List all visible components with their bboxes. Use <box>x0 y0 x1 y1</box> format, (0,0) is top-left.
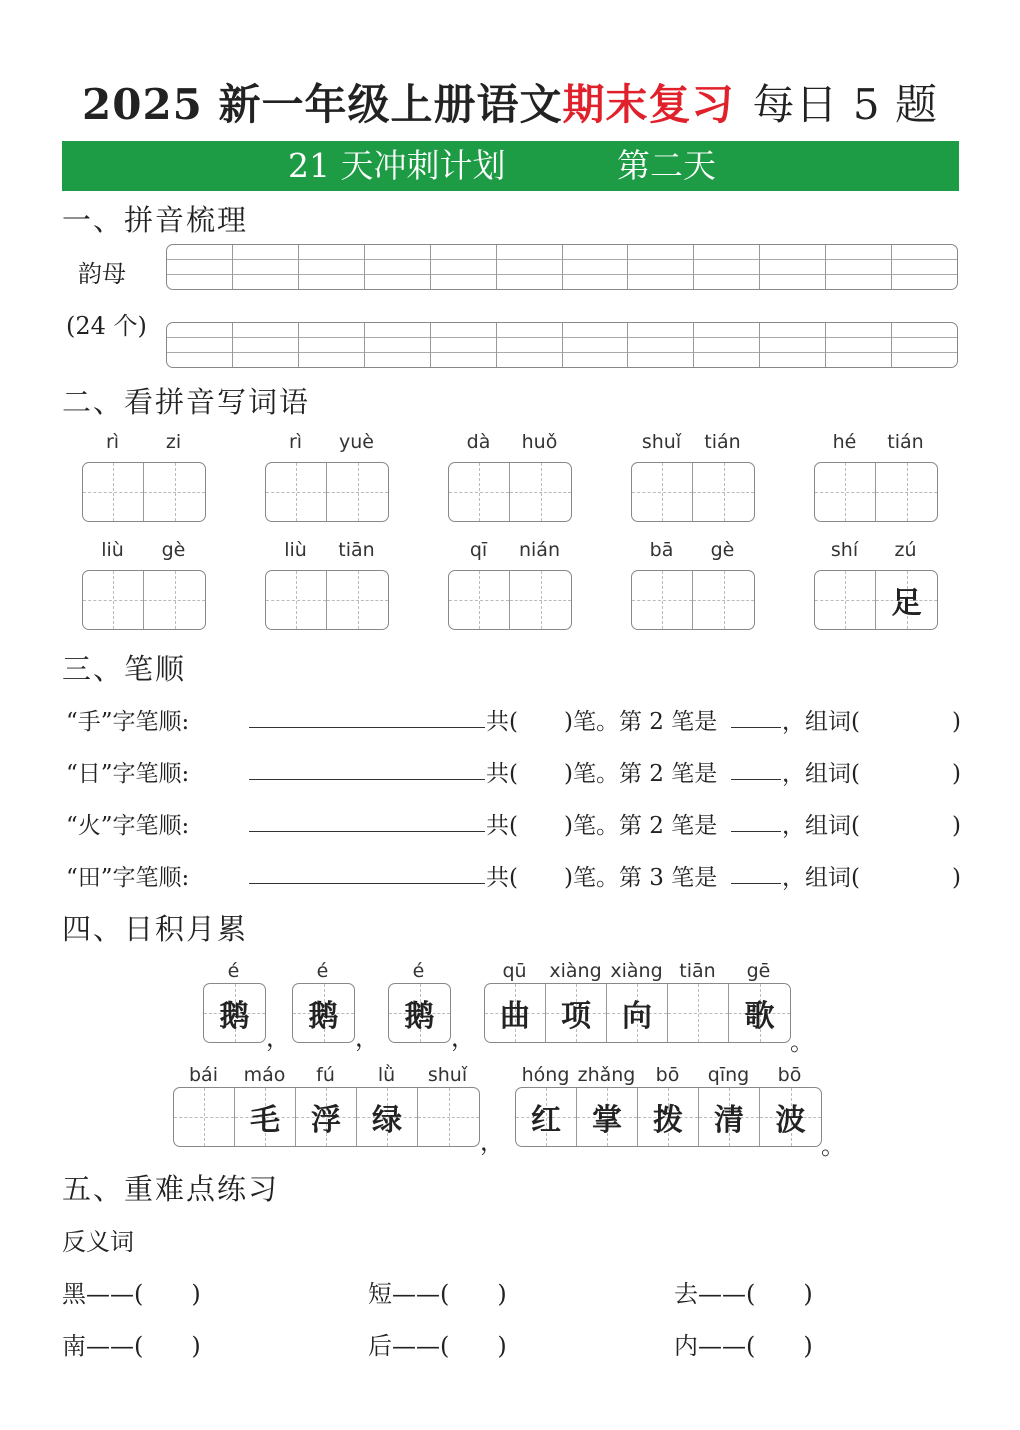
poem-line1-g1-pinyin <box>203 960 264 982</box>
stroke-answer-line[interactable] <box>249 883 485 884</box>
writing-cell[interactable] <box>389 984 450 1042</box>
stroke-answer-line[interactable] <box>249 779 485 780</box>
cell-character <box>174 1088 234 1146</box>
cell-character: 毛 <box>250 1103 280 1138</box>
writing-cell[interactable] <box>235 1088 296 1146</box>
word-6-pinyin <box>82 539 204 561</box>
title-part3: 每日 5 题 <box>752 80 938 129</box>
stroke-answer-line[interactable] <box>249 831 485 832</box>
cell-character: 拨 <box>653 1103 683 1138</box>
pinyin-syllable: rì <box>288 431 303 453</box>
poem-line2-g1-grid <box>173 1087 480 1147</box>
plan-banner <box>62 141 959 191</box>
pinyin-syllable: hóng <box>521 1064 570 1086</box>
poem-line1-g2-pinyin <box>292 960 353 982</box>
pinyin-syllable: qī <box>469 539 488 561</box>
pinyin-syllable: xiàng <box>549 960 602 982</box>
pinyin-syllable: zhǎng <box>577 1064 636 1086</box>
writing-cell[interactable] <box>510 571 571 629</box>
poem-line1-g4-pinyin <box>484 960 789 982</box>
writing-cell[interactable] <box>760 1088 821 1146</box>
cell-character <box>693 571 754 629</box>
writing-cell[interactable] <box>668 984 729 1042</box>
cell-character <box>632 463 692 521</box>
cell-character: 足 <box>891 586 922 621</box>
cell-character: 绿 <box>372 1103 402 1138</box>
writing-cell[interactable] <box>815 571 876 629</box>
writing-cell[interactable] <box>699 1088 760 1146</box>
antonym-item: 黑——( ) <box>62 1280 201 1308</box>
writing-cell[interactable] <box>632 571 693 629</box>
cell-character <box>83 571 143 629</box>
cell-character: 歌 <box>744 999 775 1034</box>
antonym-item: 后——( ) <box>368 1332 507 1360</box>
poem-comma: ， <box>355 1024 379 1052</box>
writing-cell[interactable] <box>357 1088 418 1146</box>
finals-count-label: (24 个) <box>66 312 147 340</box>
word-group-text: ，组词( ) <box>782 709 961 735</box>
cell-character <box>327 571 388 629</box>
pinyin-syllable: máo <box>243 1064 286 1086</box>
cell-character <box>449 463 509 521</box>
pinyin-syllable: liù <box>284 539 307 561</box>
word-7-pinyin <box>265 539 387 561</box>
cell-character: 掌 <box>592 1103 622 1138</box>
pinyin-syllable: tiān <box>338 539 375 561</box>
cell-character <box>876 463 937 521</box>
poem-comma: ， <box>266 1024 290 1052</box>
pinyin-syllable: nián <box>518 539 560 561</box>
pinyin-syllable: bō <box>777 1064 802 1086</box>
word-9-grid <box>631 570 755 630</box>
word-10-grid <box>814 570 938 630</box>
section4-heading: 四、日积月累 <box>62 912 249 946</box>
pinyin-syllable: tiān <box>679 960 716 982</box>
writing-cell[interactable] <box>485 984 546 1042</box>
pinyin-syllable: é <box>316 960 329 982</box>
writing-cell[interactable] <box>83 463 144 521</box>
pinyin-syllable: shuǐ <box>427 1064 468 1086</box>
writing-cell[interactable] <box>144 463 205 521</box>
poem-period: 。 <box>790 1028 814 1056</box>
poem-line1-g3-pinyin <box>388 960 449 982</box>
writing-cell[interactable] <box>449 463 510 521</box>
writing-cell[interactable] <box>266 571 327 629</box>
word-group-text: ，组词( ) <box>782 761 961 787</box>
word-1-grid <box>82 462 206 522</box>
section2-heading: 二、看拼音写词语 <box>62 385 311 419</box>
pinyin-syllable: liù <box>101 539 124 561</box>
writing-cell[interactable] <box>327 571 388 629</box>
banner-day: 第二天 <box>617 146 716 185</box>
word-1-pinyin <box>82 431 204 453</box>
writing-cell[interactable] <box>815 463 876 521</box>
word-3-grid <box>448 462 572 522</box>
writing-cell[interactable] <box>876 571 937 629</box>
cell-character <box>632 571 692 629</box>
cell-character <box>449 571 509 629</box>
page-title <box>0 72 1020 132</box>
pinyin-writing-bar-1[interactable] <box>166 244 958 290</box>
antonym-item: 南——( ) <box>62 1332 201 1360</box>
writing-cell[interactable] <box>449 571 510 629</box>
stroke-count-text: 共( )笔。第 3 笔是 <box>486 865 718 891</box>
pinyin-syllable: bái <box>189 1064 218 1086</box>
stroke-answer-line[interactable] <box>249 727 485 728</box>
word-group-text: ，组词( ) <box>782 813 961 839</box>
writing-cell[interactable] <box>638 1088 699 1146</box>
stroke-count-text: 共( )笔。第 2 笔是 <box>486 709 718 735</box>
stroke-n-answer-line[interactable] <box>731 883 781 884</box>
writing-cell[interactable] <box>266 463 327 521</box>
writing-cell[interactable] <box>418 1088 479 1146</box>
cell-character: 浮 <box>311 1103 341 1138</box>
stroke-n-answer-line[interactable] <box>731 727 781 728</box>
pinyin-syllable: gè <box>161 539 186 561</box>
pinyin-writing-bar-2[interactable] <box>166 322 958 368</box>
cell-character <box>693 463 754 521</box>
pinyin-syllable: yuè <box>339 431 374 453</box>
word-5-grid <box>814 462 938 522</box>
cell-character <box>510 571 571 629</box>
cell-character <box>327 463 388 521</box>
poem-line2-g2-pinyin <box>515 1064 820 1086</box>
stroke-n-answer-line[interactable] <box>731 831 781 832</box>
pinyin-syllable: qū <box>502 960 527 982</box>
pinyin-syllable: rì <box>105 431 120 453</box>
pinyin-syllable: hé <box>832 431 857 453</box>
word-4-grid <box>631 462 755 522</box>
section3-heading: 三、笔顺 <box>62 652 187 686</box>
section5-heading: 五、重难点练习 <box>62 1172 280 1206</box>
antonym-item: 内——( ) <box>674 1332 813 1360</box>
word-group-text: ，组词( ) <box>782 865 961 891</box>
pinyin-syllable: tián <box>887 431 924 453</box>
cell-character <box>144 571 205 629</box>
word-3-pinyin <box>448 431 570 453</box>
word-8-grid <box>448 570 572 630</box>
writing-cell[interactable] <box>607 984 668 1042</box>
antonym-item: 短——( ) <box>368 1280 507 1308</box>
writing-cell[interactable] <box>510 463 571 521</box>
stroke-row-label: “火”字笔顺: <box>66 813 190 839</box>
pinyin-syllable: shí <box>830 539 859 561</box>
stroke-row-label: “田”字笔顺: <box>66 865 190 891</box>
pinyin-syllable: lǜ <box>377 1064 396 1086</box>
writing-cell[interactable] <box>546 984 607 1042</box>
poem-line1-g2-grid <box>292 983 355 1043</box>
writing-cell[interactable] <box>632 463 693 521</box>
word-7-grid <box>265 570 389 630</box>
pinyin-syllable: qīng <box>707 1064 750 1086</box>
cell-character <box>144 463 205 521</box>
poem-comma: ， <box>480 1128 504 1156</box>
writing-cell[interactable] <box>144 571 205 629</box>
cell-character <box>266 571 326 629</box>
cell-character <box>510 463 571 521</box>
poem-line1-g1-grid <box>203 983 266 1043</box>
section1-heading: 一、拼音梳理 <box>62 203 249 237</box>
writing-cell[interactable] <box>83 571 144 629</box>
cell-character <box>668 984 728 1042</box>
writing-cell[interactable] <box>296 1088 357 1146</box>
pinyin-syllable: é <box>412 960 425 982</box>
cell-character: 向 <box>622 999 652 1034</box>
writing-cell[interactable] <box>174 1088 235 1146</box>
writing-cell[interactable] <box>327 463 388 521</box>
poem-period: 。 <box>821 1132 845 1160</box>
cell-character: 清 <box>714 1103 744 1138</box>
word-10-pinyin <box>814 539 936 561</box>
cell-character: 项 <box>561 999 591 1034</box>
antonym-item: 去——( ) <box>674 1280 813 1308</box>
stroke-row-label: “手”字笔顺: <box>66 709 190 735</box>
cell-character <box>266 463 326 521</box>
pinyin-syllable: bō <box>655 1064 680 1086</box>
finals-label: 韵母 <box>78 260 126 288</box>
pinyin-syllable: xiàng <box>610 960 663 982</box>
poem-comma: ， <box>451 1024 475 1052</box>
cell-character: 红 <box>531 1103 561 1138</box>
stroke-n-answer-line[interactable] <box>731 779 781 780</box>
stroke-count-text: 共( )笔。第 2 笔是 <box>486 813 718 839</box>
cell-character <box>815 571 875 629</box>
word-4-pinyin <box>631 431 753 453</box>
antonym-label: 反义词 <box>62 1228 134 1256</box>
word-5-pinyin <box>814 431 936 453</box>
pinyin-syllable: zú <box>894 539 917 561</box>
pinyin-syllable: bā <box>649 539 674 561</box>
poem-line2-g2-grid <box>515 1087 822 1147</box>
pinyin-syllable: dà <box>466 431 491 453</box>
poem-line1-g3-grid <box>388 983 451 1043</box>
cell-character: 鹅 <box>404 999 435 1034</box>
writing-cell[interactable] <box>293 984 354 1042</box>
word-8-pinyin <box>448 539 570 561</box>
stroke-row-label: “日”字笔顺: <box>66 761 190 787</box>
word-2-grid <box>265 462 389 522</box>
pinyin-syllable: zi <box>165 431 182 453</box>
writing-cell[interactable] <box>876 463 937 521</box>
cell-character: 曲 <box>500 999 530 1034</box>
cell-character <box>815 463 875 521</box>
title-highlight: 期末复习 <box>562 80 735 129</box>
word-6-grid <box>82 570 206 630</box>
pinyin-syllable: gè <box>710 539 735 561</box>
writing-cell[interactable] <box>516 1088 577 1146</box>
pinyin-syllable: fú <box>316 1064 335 1086</box>
pinyin-syllable: huǒ <box>521 431 558 453</box>
pinyin-syllable: shuǐ <box>641 431 682 453</box>
stroke-count-text: 共( )笔。第 2 笔是 <box>486 761 718 787</box>
word-2-pinyin <box>265 431 387 453</box>
word-9-pinyin <box>631 539 753 561</box>
cell-character: 波 <box>775 1103 806 1138</box>
title-part1: 2025 新一年级上册语文 <box>82 80 563 129</box>
writing-cell[interactable] <box>729 984 790 1042</box>
pinyin-syllable: gē <box>746 960 771 982</box>
banner-plan: 21 天冲刺计划 <box>288 146 506 185</box>
writing-cell[interactable] <box>693 463 754 521</box>
cell-character <box>418 1088 479 1146</box>
pinyin-syllable: é <box>227 960 240 982</box>
writing-cell[interactable] <box>693 571 754 629</box>
writing-cell[interactable] <box>204 984 265 1042</box>
cell-character <box>83 463 143 521</box>
cell-character: 鹅 <box>219 999 250 1034</box>
cell-character: 鹅 <box>308 999 339 1034</box>
writing-cell[interactable] <box>577 1088 638 1146</box>
poem-line1-g4-grid <box>484 983 791 1043</box>
pinyin-syllable: tián <box>704 431 741 453</box>
poem-line2-g1-pinyin <box>173 1064 478 1086</box>
